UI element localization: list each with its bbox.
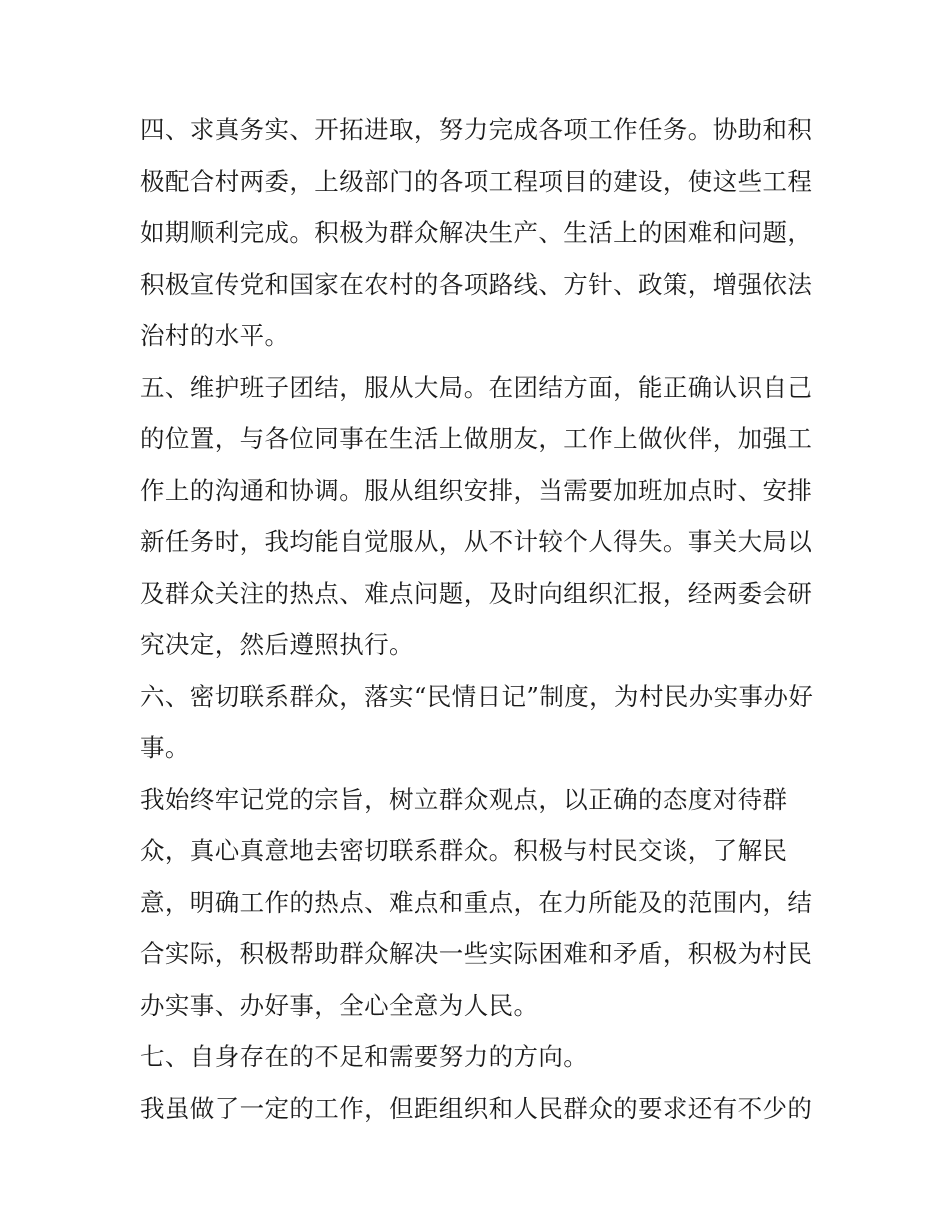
text-line: 众，真心真意地去密切联系群众。积极与村民交谈，了解民 xyxy=(140,836,788,865)
text-line: 新任务时，我均能自觉服从，从不计较个人得失。事关大局以 xyxy=(140,527,813,556)
text-line: 及群众关注的热点、难点问题，及时向组织汇报，经两委会研 xyxy=(140,578,813,608)
text-line: 治村的水平。 xyxy=(140,321,290,350)
text-line: 我虽做了一定的工作，但距组织和人民群众的要求还有不少的 xyxy=(140,1093,813,1123)
body-text xyxy=(140,104,815,1134)
text-line: 意，明确工作的热点、难点和重点，在力所能及的范围内，结 xyxy=(140,887,813,917)
text-line: 的位置，与各位同事在生活上做朋友，工作上做伙伴，加强工 xyxy=(140,424,813,453)
text-line: 五、维护班子团结，服从大局。在团结方面，能正确认识自己 xyxy=(140,372,813,402)
text-line: 六、密切联系群众，落实“民情日记”制度，为村民办实事办好 xyxy=(140,681,814,711)
text-line: 事。 xyxy=(140,733,190,762)
text-line: 七、自身存在的不足和需要努力的方向。 xyxy=(140,1042,589,1071)
text-line: 四、求真务实、开拓进取，努力完成各项工作任务。协助和积 xyxy=(140,115,813,144)
text-line: 积极宣传党和国家在农村的各项路线、方针、政策，增强依法 xyxy=(140,269,813,299)
text-line: 作上的沟通和协调。服从组织安排，当需要加班加点时、安排 xyxy=(140,475,813,505)
text-line: 如期顺利完成。积极为群众解决生产、生活上的困难和问题， xyxy=(140,218,813,247)
text-line: 极配合村两委，上级部门的各项工程项目的建设，使这些工程 xyxy=(140,166,813,196)
text-line: 我始终牢记党的宗旨，树立群众观点，以正确的态度对待群 xyxy=(140,784,788,814)
text-line: 究决定，然后遵照执行。 xyxy=(140,630,414,659)
text-line: 合实际，积极帮助群众解决一些实际困难和矛盾，积极为村民 xyxy=(140,939,813,968)
text-line: 办实事、办好事，全心全意为人民。 xyxy=(140,990,539,1020)
